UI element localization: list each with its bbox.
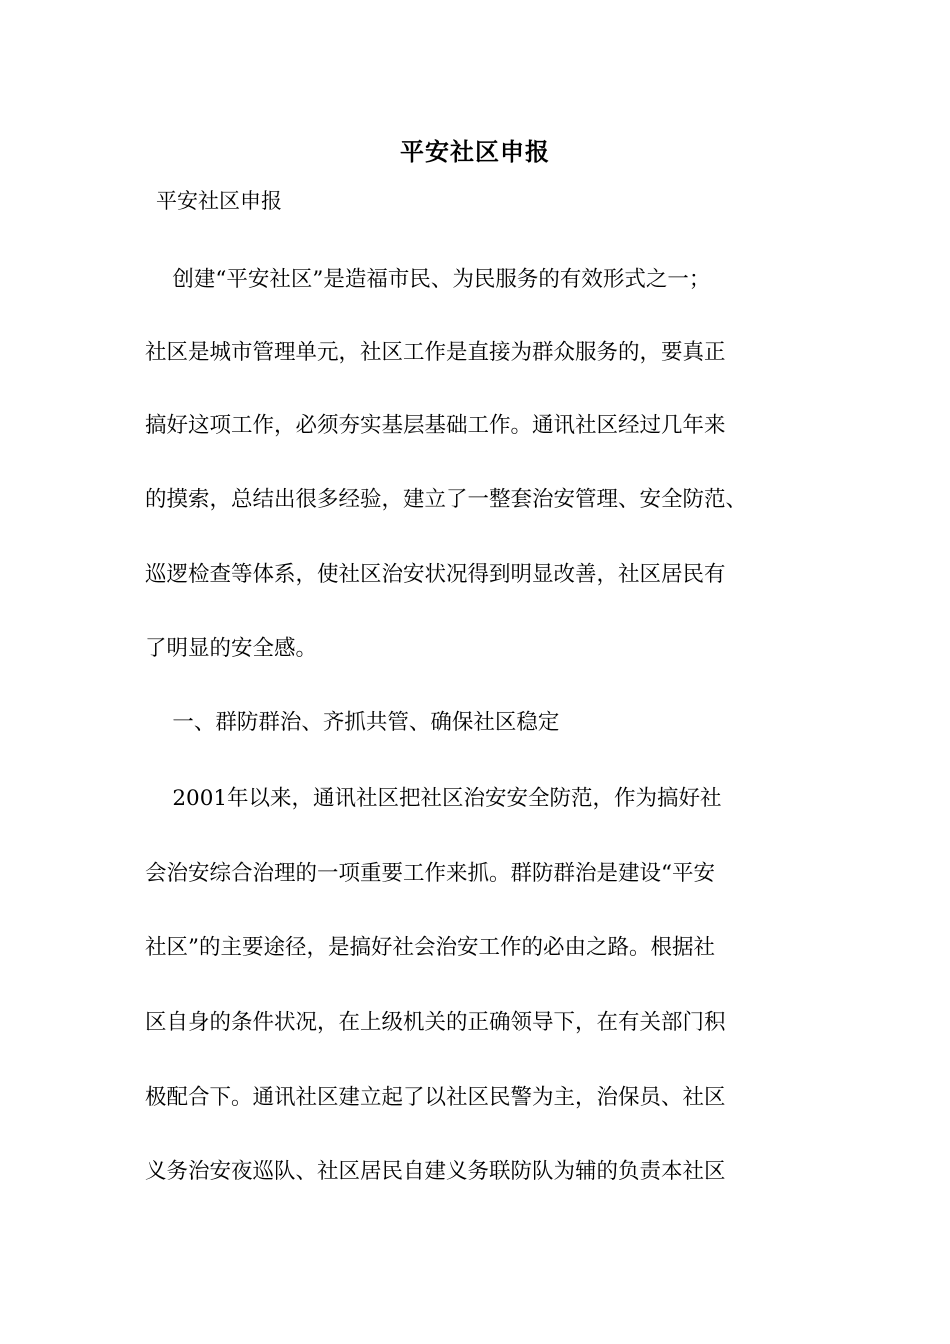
paragraph-line: 会治安综合治理的一项重要工作来抓。群防群治是建设“平安 (145, 861, 715, 886)
paragraph-line: 2001年以来，通讯社区把社区治安安全防范，作为搞好社 (145, 786, 722, 811)
paragraph-line: 创建“平安社区”是造福市民、为民服务的有效形式之一； (145, 267, 711, 292)
paragraph-line: 社区是城市管理单元，社区工作是直接为群众服务的，要真正 (145, 340, 726, 365)
document-subtitle: 平安社区申报 (156, 189, 282, 213)
paragraph-line: 了明显的安全感。 (145, 636, 318, 661)
paragraph-line: 巡逻检查等体系，使社区治安状况得到明显改善，社区居民有 (145, 562, 726, 587)
paragraph-line: 极配合下。通讯社区建立起了以社区民警为主，治保员、社区 (145, 1085, 726, 1110)
paragraph-line: 搞好这项工作，必须夯实基层基础工作。通讯社区经过几年来 (145, 413, 726, 438)
paragraph-line: 区自身的条件状况，在上级机关的正确领导下，在有关部门积 (145, 1010, 726, 1035)
paragraph-line: 社区”的主要途径，是搞好社会治安工作的必由之路。根据社 (145, 935, 715, 960)
paragraph-line: 的摸索，总结出很多经验，建立了一整套治安管理、安全防范、 (145, 487, 748, 512)
paragraph-line: 义务治安夜巡队、社区居民自建义务联防队为辅的负责本社区 (145, 1159, 726, 1184)
section-heading: 一、群防群治、齐抓共管、确保社区稳定 (145, 710, 560, 735)
document-title: 平安社区申报 (400, 137, 550, 166)
